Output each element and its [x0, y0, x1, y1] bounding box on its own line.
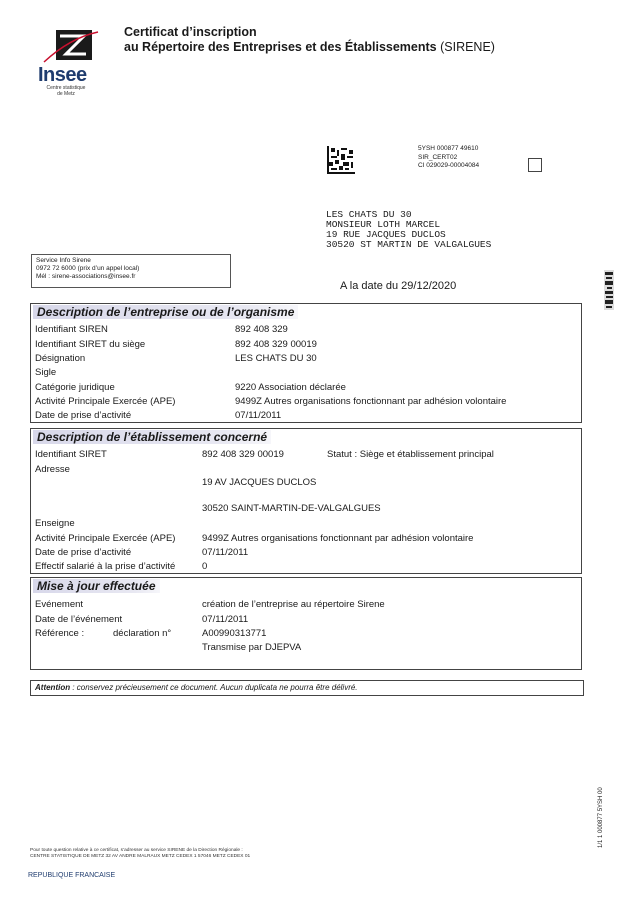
field-value: Transmise par DJEPVA — [202, 642, 302, 653]
document-title: Certificat d’inscription — [124, 25, 257, 39]
footer-note: Pour toute question relative à ce certificat, s’adresser au service SIRENE de la Direction Régionale : CENTRE STATISTIQUE DE METZ 32 AV ANDRE MALRAUX METZ CEDEX 1 57046 METZ CEDEX 01 — [30, 848, 251, 859]
logo-subtitle: Centre statistique de Metz — [46, 85, 86, 97]
field-label: Sigle — [35, 367, 57, 378]
field-label: Enseigne — [35, 518, 75, 529]
section-heading: Description de l’entreprise ou de l’organisme — [33, 305, 298, 319]
field-label: Date de l’événement — [35, 614, 123, 625]
status-text: Statut : Siège et établissement principal — [327, 449, 494, 460]
field-value: A00990313771 — [202, 628, 267, 639]
field-value: 07/11/2011 — [202, 547, 249, 558]
field-label: Désignation — [35, 353, 86, 364]
field-label: Date de prise d’activité — [35, 547, 132, 558]
field-value: 30520 SAINT-MARTIN-DE-VALGALGUES — [202, 503, 381, 514]
field-value: 892 408 329 — [235, 324, 288, 335]
field-label: Effectif salarié à la prise d’activité — [35, 561, 176, 572]
insee-logo-icon — [40, 28, 100, 64]
section-mise-a-jour — [30, 577, 582, 670]
logo-wordmark: Insee — [38, 64, 87, 86]
field-value: 892 408 329 00019 — [202, 449, 284, 460]
field-value: 9499Z Autres organisations fonctionnant par adhésion volontaire — [235, 396, 507, 407]
field-value: 19 AV JACQUES DUCLOS — [202, 477, 317, 488]
section-etablissement — [30, 428, 582, 574]
vertical-code: 1/1 1 000877 5YSH 00 — [598, 787, 604, 848]
field-label: Catégorie juridique — [35, 382, 115, 393]
field-label: déclaration n° — [113, 628, 172, 639]
footer-republique: REPUBLIQUE FRANCAISE — [28, 872, 116, 879]
document-subtitle: au Répertoire des Entreprises et des Établissements (SIRENE) — [124, 40, 495, 54]
field-label: Activité Principale Exercée (APE) — [35, 396, 176, 407]
field-label: Activité Principale Exercée (APE) — [35, 533, 176, 544]
field-label: Adresse — [35, 464, 70, 475]
field-value: LES CHATS DU 30 — [235, 353, 317, 364]
datamatrix-barcode-icon — [327, 146, 355, 174]
field-value: création de l’entreprise au répertoire Sirene — [202, 599, 385, 610]
checkbox-square — [528, 158, 542, 172]
section-entreprise — [30, 303, 582, 423]
field-label: Identifiant SIRET — [35, 449, 107, 460]
field-value: 07/11/2011 — [235, 410, 282, 421]
recipient-address: LES CHATS DU 30 MONSIEUR LOTH MARCEL 19 RUE JACQUES DUCLOS 30520 ST MARTIN DE VALGALGUES — [326, 209, 492, 250]
field-value: 9499Z Autres organisations fonctionnant par adhésion volontaire — [202, 533, 474, 544]
field-value: 892 408 329 00019 — [235, 339, 317, 350]
field-label: Identifiant SIRET du siège — [35, 339, 146, 350]
section-heading: Mise à jour effectuée — [33, 579, 160, 593]
field-value: 9220 Association déclarée — [235, 382, 346, 393]
side-barcode-icon — [604, 270, 614, 310]
attention-notice: Attention : conservez précieusement ce document. Aucun duplicata ne pourra être délivré. — [30, 680, 584, 696]
certificate-date: A la date du 29/12/2020 — [340, 280, 457, 292]
field-label: Identifiant SIREN — [35, 324, 108, 335]
field-label: Référence : — [35, 628, 85, 639]
field-value: 07/11/2011 — [202, 614, 249, 625]
field-label: Date de prise d’activité — [35, 410, 132, 421]
document-reference: 5YSH 000877 49610 SIR_CERT02 CI 029029-00004084 — [418, 145, 480, 169]
field-label: Evénement — [35, 599, 84, 610]
section-heading: Description de l’établissement concerné — [33, 430, 271, 444]
service-info-box: Service Info Sirene 0972 72 6000 (prix d’un appel local) Mél : sirene-associations@insee.fr — [31, 254, 231, 288]
field-value: 0 — [202, 561, 208, 572]
